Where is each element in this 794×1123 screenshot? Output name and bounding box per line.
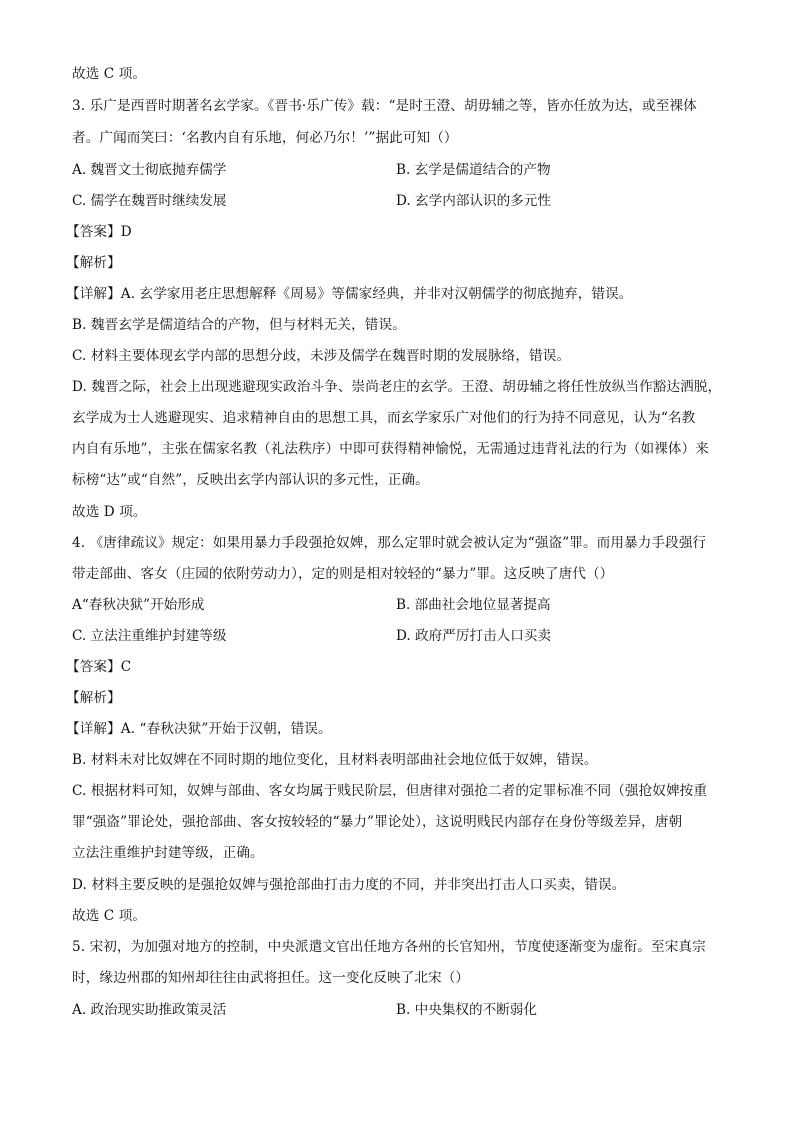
q4-answer: 【答案】C (66, 659, 132, 675)
q3-conclusion: 故选 D 项。 (72, 504, 147, 520)
q3-option-b: B. 玄学是儒道结合的产物 (396, 162, 551, 178)
q5-option-b: B. 中央集权的不断弱化 (396, 1002, 537, 1018)
q3-detail-line-7: 标榜“达”或“自然”，反映出玄学内部认识的多元性，正确。 (72, 472, 429, 488)
q3-stem-line-1: 3. 乐广是西晋时期著名玄学家。《晋书·乐广传》载：“是时王澄、胡毋辅之等，皆亦任放为达，或至裸体 (72, 98, 697, 114)
q3-detail-line-6: 内自有乐地”，主张在儒家名教（礼法秩序）中即可获得精神愉悦，无需通过违背礼法的行为（如裸体）来 (72, 441, 709, 457)
q4-detail-line-2: B. 材料未对比奴婢在不同时期的地位变化，且材料表明部曲社会地位低于奴婢，错误。 (72, 752, 598, 768)
q4-detail-line-1: 【详解】A. “春秋决狱”开始于汉朝，错误。 (66, 721, 332, 737)
q4-detail-line-5: 立法注重维护封建等级，正确。 (72, 845, 264, 861)
q3-option-c: C. 儒学在魏晋时继续发展 (72, 193, 227, 209)
q4-stem-line-2: 带走部曲、客女（庄园的依附劳动力），定的则是相对较轻的“暴力”罪。这反映了唐代（） (72, 566, 614, 582)
q4-option-b: B. 部曲社会地位显著提高 (396, 597, 551, 613)
q3-option-a: A. 魏晋文士彻底抛弃儒学 (72, 162, 227, 178)
q3-stem-line-2: 者。广闻而笑曰：‘名教内自有乐地，何必乃尔！’”据此可知（） (72, 130, 458, 146)
q3-option-d: D. 玄学内部认识的多元性 (396, 193, 551, 209)
q3-analysis-label: 【解析】 (66, 255, 121, 271)
q3-detail-line-5: 玄学成为士人逃避现实、追求精神自由的思想工具，而玄学家乐广对他们的行为持不同意见，认为“名教 (72, 410, 696, 426)
q4-option-d: D. 政府严厉打击人口买卖 (396, 628, 551, 644)
q3-detail-line-1: 【详解】A. 玄学家用老庄思想解释《周易》等儒家经典，并非对汉朝儒学的彻底抛弃，错误。 (66, 286, 633, 302)
q4-detail-line-4: 罪“强盗”罪论处，强抢部曲、客女按较轻的“暴力”罪论处），这说明贱民内部存在身份等级差异，唐朝 (72, 814, 683, 830)
q4-option-c: C. 立法注重维护封建等级 (72, 628, 227, 644)
q4-stem-line-1: 4. 《唐律疏议》规定：如果用暴力手段强抢奴婢，那么定罪时就会被认定为“强盗”罪。而用暴力手段强行 (72, 535, 707, 551)
q4-option-a: A“春秋决狱”开始形成 (72, 597, 205, 613)
q4-detail-line-6: D. 材料主要反映的是强抢奴婢与强抢部曲打击力度的不同，并非突出打击人口买卖，错误。 (72, 877, 626, 893)
q3-answer: 【答案】D (66, 224, 132, 240)
q5-stem-line-1: 5. 宋初，为加强对地方的控制，中央派遣文官出任地方各州的长官知州，节度使逐渐变为虚衔。至宋真宗 (72, 939, 706, 955)
q3-detail-line-3: C. 材料主要体现玄学内部的思想分歧，未涉及儒学在魏晋时期的发展脉络，错误。 (72, 348, 571, 364)
q4-conclusion: 故选 C 项。 (72, 908, 147, 924)
q5-option-a: A. 政治现实助推政策灵活 (72, 1002, 227, 1018)
q4-detail-line-3: C. 根据材料可知，奴婢与部曲、客女均属于贱民阶层，但唐律对强抢二者的定罪标准不同（强抢奴婢按重 (72, 783, 708, 799)
q2-conclusion: 故选 C 项。 (72, 66, 147, 82)
q3-detail-line-4: D. 魏晋之际，社会上出现逃避现实政治斗争、崇尚老庄的玄学。王澄、胡毋辅之将任性放纵当作豁达洒脱， (72, 379, 722, 395)
q5-stem-line-2: 时，缘边州郡的知州却往往由武将担任。这一变化反映了北宋（） (72, 970, 470, 986)
q4-analysis-label: 【解析】 (66, 690, 121, 706)
q3-detail-line-2: B. 魏晋玄学是儒道结合的产物，但与材料无关，错误。 (72, 317, 406, 333)
